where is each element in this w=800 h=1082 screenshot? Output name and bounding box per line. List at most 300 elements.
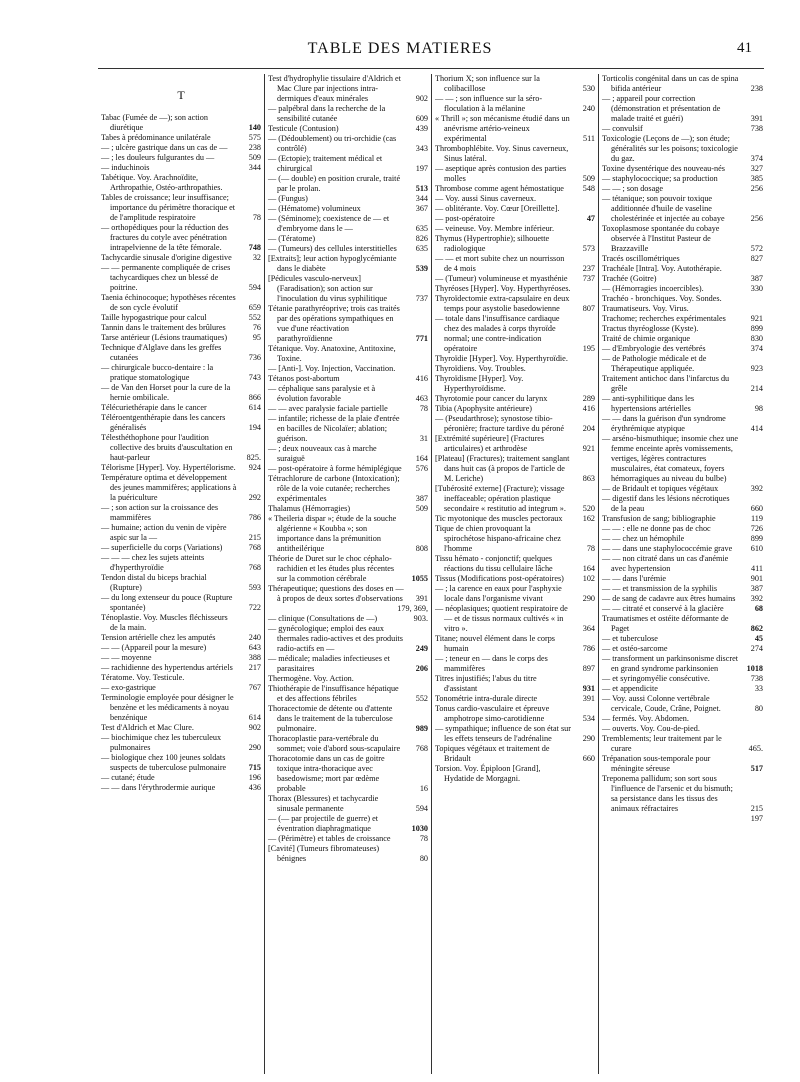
entry-text: — (Séminome); coexistence de — et d'embryome dans le —: [268, 214, 390, 233]
index-entry: [268, 344, 428, 364]
index-entry: [101, 663, 261, 673]
entry-text: — ouverts. Voy. Cou-de-pied.: [602, 724, 700, 733]
entry-page-number: 1018: [746, 664, 763, 673]
header-rule: [98, 68, 764, 69]
entry-text: — sympathique; influence de son état sur les effets tenseurs de l'adrénaline: [435, 724, 571, 743]
index-entry: [268, 554, 428, 584]
entry-text: Trachome; recherches expérimentales: [602, 314, 726, 323]
entry-text: Tracés oscillométriques: [602, 254, 680, 263]
entry-page-number: 825.: [246, 453, 261, 462]
entry-text: Tissu hémato - conjonctif; quelques réactions du tissu cellulaire lâche: [435, 554, 553, 573]
entry-text: Tabes à prédominance unilatérale: [101, 133, 211, 142]
index-entry: [435, 94, 595, 114]
index-entry: [602, 264, 763, 274]
entry-page-number: 416: [582, 404, 595, 413]
index-entry: [268, 844, 428, 864]
index-entry: [602, 414, 763, 434]
entry-page-number: 511: [583, 134, 595, 143]
entry-text: — — chez un hémophile: [602, 534, 685, 543]
entry-text: — — et transmission de la syphilis: [602, 584, 718, 593]
index-entry: [435, 164, 595, 184]
index-entry: [602, 124, 763, 134]
entry-text: — céphalique sans paralysie et à évolution favorable: [268, 384, 376, 403]
entry-page-number: 722: [248, 603, 261, 612]
entry-text: Thoracotomie dans un cas de goitre toxique intra-thoracique avec basedowisme; mort par œdème probable: [268, 754, 385, 793]
entry-page-number: 899: [750, 324, 763, 333]
entry-page-number: 98: [754, 404, 763, 413]
entry-page-number: 292: [248, 493, 261, 502]
entry-text: — exo-gastrique: [101, 683, 156, 692]
index-entry: [101, 503, 261, 523]
entry-text: Terminologie employée pour désigner le benzène et les médicaments à noyau benzénique: [101, 693, 234, 722]
entry-text: — rachidienne des hypertendus artériels: [101, 663, 233, 672]
entry-text: — ; appareil pour correction (démonstration et présentation de malade traité et guéri): [602, 94, 721, 123]
entry-page-number: 902: [415, 94, 428, 103]
entry-page-number: 388: [248, 653, 261, 662]
index-entry: [101, 653, 261, 663]
entry-page-number: 465.: [748, 744, 763, 753]
index-column: [599, 74, 766, 1074]
entry-text: Thyroïdie [Hyper]. Voy. Hyperthyroïdie.: [435, 354, 568, 363]
entry-text: Thoracoplastie para-vertébrale du sommet; voie d'abord sous-scapulaire: [268, 734, 401, 753]
index-columns: [98, 74, 766, 1074]
entry-page-number: 78: [419, 404, 428, 413]
index-entry: [268, 514, 428, 554]
entry-page-number: 743: [248, 373, 261, 382]
entry-page-number: 534: [582, 714, 595, 723]
index-entry: [268, 174, 428, 194]
entry-text: — (Ectopie); traitement médical et chirurgical: [268, 154, 383, 173]
entry-text: — de Pathologie médicale et de Thérapeutique appliquée.: [602, 354, 707, 373]
entry-text: Thoracectomie de détente ou d'attente dans le traitement de la tuberculose pulmonaire.: [268, 704, 393, 733]
index-entry: [602, 304, 763, 314]
entry-text: — (Hématome) volumineux: [268, 204, 361, 213]
index-entry: [435, 114, 595, 144]
entry-page-number: 738: [750, 674, 763, 683]
entry-text: — tétanique; son pouvoir toxique additionnée d'huile de vaseline cholestérinée et injectée au cobaye: [602, 194, 725, 223]
index-entry: [435, 294, 595, 314]
index-entry: [435, 364, 595, 374]
entry-page-number: 827: [750, 254, 763, 263]
entry-text: — ; teneur en — dans le corps des mammifères: [435, 654, 548, 673]
entry-text: — ; ulcère gastrique dans un cas de —: [101, 143, 228, 152]
entry-page-number: 517: [750, 764, 763, 773]
index-entry: [602, 554, 763, 574]
index-entry: [268, 704, 428, 734]
index-entry: [435, 394, 595, 404]
index-entry: [101, 613, 261, 633]
entry-page-number: 902: [248, 723, 261, 732]
entry-page-number: 552: [248, 313, 261, 322]
entry-text: Thalamus (Hémorragies): [268, 504, 351, 513]
index-entry: [435, 604, 595, 634]
entry-text: Thyrotomie pour cancer du larynx: [435, 394, 548, 403]
index-entry: [268, 404, 428, 414]
index-entry: [602, 484, 763, 494]
entry-text: — — dans une staphylococcémie grave: [602, 544, 733, 553]
index-entry: [435, 214, 595, 224]
index-entry: [602, 344, 763, 354]
entry-page-number: 509: [582, 174, 595, 183]
index-entry: [101, 473, 261, 503]
entry-page-number: 924: [248, 463, 261, 472]
entry-text: Thymus (Hypertrophie); silhouette radiologique: [435, 234, 550, 253]
index-entry: [101, 783, 261, 793]
entry-page-number: 256: [750, 184, 763, 193]
entry-text: Traumatiseurs. Voy. Virus.: [602, 304, 689, 313]
entry-page-number: 290: [582, 594, 595, 603]
index-entry: [101, 223, 261, 253]
entry-text: Thermogène. Voy. Action.: [268, 674, 354, 683]
index-entry: [101, 163, 261, 173]
entry-text: Traumatismes et ostéite déformante de Paget: [602, 614, 729, 633]
index-entry: [602, 354, 763, 374]
entry-text: — (— par projectile de guerre) et éventration diaphragmatique: [268, 814, 379, 833]
entry-page-number: 463: [415, 394, 428, 403]
entry-text: Thérapeutique; questions des doses en — à propos de deux sortes d'observations: [268, 584, 404, 603]
entry-page-number: 32: [252, 253, 261, 262]
index-entry: [268, 204, 428, 214]
entry-text: Tissus (Modifications post-opératoires): [435, 574, 564, 583]
entry-page-number: 416: [415, 374, 428, 383]
entry-text: Tétanique. Voy. Anatoxine, Antitoxine, Toxine.: [268, 344, 396, 363]
entry-text: — — dans l'érythrodermie aurique: [101, 783, 216, 792]
page-number: 41: [737, 40, 752, 56]
entry-text: — oblitérante. Voy. Cœur [Oreillette].: [435, 204, 560, 213]
entry-text: — orthopédiques pour la réduction des fractures du cotyle avec pénétration intrapelvienne de la tête fémorale.: [101, 223, 229, 252]
entry-page-number: 196: [248, 773, 261, 782]
entry-text: Toxoplasmose spontanée du cobaye observée à l'Institut Pasteur de Brazzaville: [602, 224, 720, 253]
entry-text: — (Hémorragies incoercibles).: [602, 284, 704, 293]
entry-page-number: 737: [415, 294, 428, 303]
entry-page-number: 387: [750, 584, 763, 593]
entry-text: Thiothérapie de l'insuffisance hépatique et des affections fébriles: [268, 684, 399, 703]
entry-text: Technique d'Alglave dans les greffes cutanées: [101, 343, 222, 362]
entry-page-number: 238: [750, 84, 763, 93]
entry-page-number: 552: [415, 694, 428, 703]
entry-text: Titane; nouvel élément dans le corps humain: [435, 634, 555, 653]
entry-page-number: 1030: [411, 824, 428, 833]
entry-page-number: 343: [415, 144, 428, 153]
entry-page-number: 164: [415, 454, 428, 463]
entry-text: Tractus thyréoglosse (Kyste).: [602, 324, 699, 333]
index-entry: [101, 683, 261, 693]
entry-page-number: 768: [248, 563, 261, 572]
index-entry: [602, 164, 763, 174]
entry-page-number: 214: [750, 384, 763, 393]
index-entry: [435, 224, 595, 234]
index-entry: [602, 654, 763, 674]
entry-text: Thyroïdiens. Voy. Troubles.: [435, 364, 526, 373]
entry-text: — (Pseudarthrose); synostose tibio-péronière; fracture tardive du péroné: [435, 414, 565, 433]
entry-text: Topiques végétaux et traitement de Bridault: [435, 744, 550, 763]
entry-text: [Tubérosité externe] (Fracture); vissage ineffaceable; opération plastique secondaire « restitutio ad integrum ».: [435, 484, 566, 513]
index-entry: [268, 464, 428, 474]
entry-page-number: 195: [582, 344, 595, 353]
entry-text: Tension artérielle chez les amputés: [101, 633, 216, 642]
index-entry: [268, 754, 428, 794]
entry-page-number: 249: [415, 644, 428, 653]
entry-text: Thrombose comme agent hémostatique: [435, 184, 564, 193]
index-entry: [435, 194, 595, 204]
index-entry: [101, 573, 261, 593]
entry-page-number: 206: [415, 664, 428, 673]
index-entry: [101, 153, 261, 163]
index-entry: [268, 154, 428, 174]
index-entry: [602, 184, 763, 194]
entry-page-number: 391: [750, 114, 763, 123]
index-entry: [268, 374, 428, 384]
entry-page-number: 786: [248, 513, 261, 522]
entry-text: Thorax (Blessures) et tachycardie sinusale permanente: [268, 794, 379, 813]
entry-text: Taille hypogastrique pour calcul: [101, 313, 207, 322]
entry-page-number: 78: [252, 213, 261, 222]
index-entry: [602, 734, 763, 754]
entry-text: Tic myotonique des muscles pectoraux: [435, 514, 563, 523]
index-entry: [602, 674, 763, 684]
entry-text: — transforment un parkinsonisme discret en grand syndrome parkinsonien: [602, 654, 738, 673]
entry-text: — et tuberculose: [602, 634, 658, 643]
index-entry: [101, 343, 261, 363]
entry-text: — et ostéo-sarcome: [602, 644, 668, 653]
index-entry: [101, 673, 261, 683]
index-entry: [435, 484, 595, 514]
entry-page-number: 436: [248, 783, 261, 792]
index-entry: [602, 274, 763, 284]
entry-text: Télesthéthophone pour l'audition collective des bruits d'auscultation en haut-parleur: [101, 433, 233, 462]
index-entry: [101, 413, 261, 433]
index-entry: [268, 244, 428, 254]
entry-page-number: 289: [582, 394, 595, 403]
entry-text: — chirurgicale bucco-dentaire : la pratique stomatologique: [101, 363, 214, 382]
index-entry: [268, 654, 428, 674]
entry-page-number: 808: [415, 544, 428, 553]
entry-page-number: 411: [751, 564, 763, 573]
entry-text: Température optima et développement des jeunes mammifères; applications à la puériculture: [101, 473, 237, 502]
entry-page-number: 274: [750, 644, 763, 653]
entry-text: — — : elle ne donne pas de choc: [602, 524, 711, 533]
index-entry: [268, 194, 428, 204]
entry-text: — — avec paralysie faciale partielle: [268, 404, 388, 413]
entry-page-number: 344: [415, 194, 428, 203]
entry-page-number: 45: [754, 634, 763, 643]
entry-page-number: 826: [415, 234, 428, 243]
entry-text: — gynécologique; emploi des eaux thermales radio-actives et des produits radio-actifs en —: [268, 624, 403, 653]
entry-text: Tonus cardio-vasculaire et épreuve amphotrope simo-carotidienne: [435, 704, 550, 723]
entry-page-number: 327: [750, 164, 763, 173]
index-entry: [268, 304, 428, 344]
entry-text: — (Dédoublement) ou tri-orchidie (cas contrôlé): [268, 134, 397, 153]
index-entry: [101, 133, 261, 143]
entry-text: Torsion. Voy. Épiploon [Grand], Hydatide de Morgagni.: [435, 764, 541, 783]
index-entry: [101, 293, 261, 313]
entry-page-number: 256: [750, 214, 763, 223]
entry-text: — ; son action sur la croissance des mammifères: [101, 503, 219, 522]
entry-text: — ; la carence en eaux pour l'asphyxie locale dans l'organisme vivant: [435, 584, 562, 603]
entry-text: Tabac (Fumée de —); son action diurétique: [101, 113, 208, 132]
entry-text: — Voy. aussi Colonne vertébrale cervicale, Coude, Crâne, Poignet.: [602, 694, 721, 713]
index-entry: [101, 733, 261, 753]
index-entry: [101, 383, 261, 403]
index-entry: [602, 434, 763, 484]
index-entry: [602, 194, 763, 224]
section-letter: T: [177, 88, 185, 102]
index-entry: [435, 284, 595, 294]
entry-text: — cutané; étude: [101, 773, 155, 782]
entry-text: — [Anti-]. Voy. Injection, Vaccination.: [268, 364, 396, 373]
entry-text: Thyroïdectomie extra-capsulaire en deux temps pour asystolie basedowienne: [435, 294, 570, 313]
entry-text: Tique de chien provoquant la spirochétose hispano-africaine chez l'homme: [435, 524, 561, 553]
entry-page-number: 736: [248, 353, 261, 362]
entry-text: — de sang de cadavre aux êtres humains: [602, 594, 736, 603]
entry-text: [Extraits]; leur action hypoglycémiante dans le diabète: [268, 254, 397, 273]
entry-page-number: 614: [248, 403, 261, 412]
entry-page-number: 391: [582, 694, 595, 703]
entry-page-number: 509: [415, 504, 428, 513]
entry-text: — — et mort subite chez un nourrisson de 4 mois: [435, 254, 565, 273]
index-entry: [602, 634, 763, 644]
index-entry: [268, 134, 428, 154]
entry-text: [Pédicules vasculo-nerveux] (Faradisation); son action sur l'inoculation du virus syphilitique: [268, 274, 387, 303]
index-entry: [268, 504, 428, 514]
entry-page-number: 102: [582, 574, 595, 583]
index-entry: [602, 724, 763, 734]
index-entry: [268, 414, 428, 444]
index-entry: [435, 634, 595, 654]
index-entry: [602, 374, 763, 394]
entry-page-number: 162: [582, 514, 595, 523]
index-entry: [602, 254, 763, 264]
entry-page-number: 68: [754, 604, 763, 613]
entry-text: « Theileria dispar »; étude de la souche algérienne « Koubba »; son importance dans la prémunition antitheilérique: [268, 514, 397, 553]
entry-text: — et appendicite: [602, 684, 658, 693]
entry-page-number: 786: [582, 644, 595, 653]
entry-page-number: 737: [582, 274, 595, 283]
entry-page-number: 643: [248, 643, 261, 652]
entry-page-number: 95: [252, 333, 261, 342]
entry-text: — — dans l'urémie: [602, 574, 667, 583]
index-entry: [435, 654, 595, 674]
index-entry: [268, 814, 428, 834]
entry-text: — ; deux nouveaux cas à marche suraiguë: [268, 444, 377, 463]
entry-text: Tératome. Voy. Testicule.: [101, 673, 185, 682]
index-entry: [101, 633, 261, 643]
entry-page-number: 119: [751, 514, 763, 523]
index-entry: [602, 74, 763, 94]
entry-page-number: 1055: [411, 574, 428, 583]
index-entry: [101, 593, 261, 613]
entry-text: — du long extenseur du pouce (Rupture spontanée): [101, 593, 233, 612]
index-entry: [602, 514, 763, 524]
entry-page-number: 78: [586, 544, 595, 553]
index-entry: [602, 644, 763, 654]
entry-page-number: 238: [248, 143, 261, 152]
entry-text: — d'Embryologie des vertébrés: [602, 344, 706, 353]
entry-page-number: 897: [582, 664, 595, 673]
entry-page-number: 392: [750, 594, 763, 603]
entry-text: [Plateau] (Fractures); traitement sanglant dans huit cas (à propos de l'article de M. Leriche): [435, 454, 570, 483]
entry-page-number: 439: [415, 124, 428, 133]
entry-page-number: 768: [415, 744, 428, 753]
index-entry: [268, 584, 428, 604]
index-entry: [268, 74, 428, 104]
entry-page-number: 593: [248, 583, 261, 592]
index-entry: [268, 234, 428, 244]
index-entry: [268, 364, 428, 374]
index-entry: [602, 544, 763, 554]
entry-page-number: 923: [750, 364, 763, 373]
entry-text: [Extrémité supérieure] (Fractures articulaires) et arthrodèse: [435, 434, 545, 453]
entry-page-number: 609: [415, 114, 428, 123]
index-entry: [435, 314, 595, 354]
entry-page-number: 573: [582, 244, 595, 253]
entry-text: Treponema pallidum; son sort sous l'influence de l'arsenic et du bismuth; sa persistance dans les tissus des animaux réfractaires: [602, 774, 733, 813]
entry-text: Tabétique. Voy. Arachnoïdite, Arthropathie, Ostéo-arthropathies.: [101, 173, 223, 192]
entry-page-number: 610: [750, 544, 763, 553]
page-title: TABLE DES MATIERES: [307, 40, 493, 57]
entry-text: — (Fungus): [268, 194, 308, 203]
index-entry: [268, 384, 428, 404]
index-entry: [602, 684, 763, 694]
entry-text: Thrombophlébite. Voy. Sinus caverneux, Sinus latéral.: [435, 144, 569, 163]
entry-text: Tétanie parathyréoprive; trois cas traités par des opérations sympathiques en vue d'une réactivation parathyroïdienne: [268, 304, 400, 343]
entry-page-number: 197: [750, 814, 763, 823]
entry-page-number: 344: [248, 163, 261, 172]
entry-page-number: 76: [252, 323, 261, 332]
entry-text: Traitement antichoc dans l'infarctus du grêle: [602, 374, 730, 393]
index-entry: [435, 574, 595, 584]
entry-page-number: 387: [750, 274, 763, 283]
entry-text: — fermés. Voy. Abdomen.: [602, 714, 689, 723]
entry-text: — médicale; maladies infectieuses et parasitaires: [268, 654, 390, 673]
entry-text: — digestif dans les lésions nécrotiques de la peau: [602, 494, 730, 513]
entry-page-number: 594: [248, 283, 261, 292]
entry-page-number: 659: [248, 303, 261, 312]
entry-page-number: 364: [582, 624, 595, 633]
index-entry: [101, 333, 261, 343]
entry-text: Télécuriethérapie dans le cancer: [101, 403, 207, 412]
index-entry: [435, 354, 595, 364]
entry-page-number: 374: [750, 154, 763, 163]
index-column: [432, 74, 599, 1074]
entry-page-number: 635: [415, 224, 428, 233]
entry-page-number: 240: [248, 633, 261, 642]
entry-page-number: 921: [582, 444, 595, 453]
entry-page-number: 194: [248, 423, 261, 432]
entry-page-number: 290: [582, 734, 595, 743]
entry-text: — néoplasiques; quotient respiratoire de — et de tissus normaux cultivés « in vitro ».: [435, 604, 568, 633]
entry-page-number: 374: [750, 344, 763, 353]
entry-text: Tétanos post-abortum: [268, 374, 340, 383]
entry-text: Toxine dysentérique des nouveau-nés: [602, 164, 725, 173]
entry-page-number: 748: [248, 243, 261, 252]
entry-text: Taenia échinocoque; hypothèses récentes de son cycle évolutif: [101, 293, 236, 312]
index-entry: [602, 694, 763, 714]
index-entry: [435, 374, 595, 394]
index-entry: [435, 454, 595, 484]
index-entry: [435, 554, 595, 574]
index-entry: [101, 263, 261, 293]
index-entry: [268, 474, 428, 504]
index-entry: [101, 523, 261, 543]
entry-text: — ; les douleurs fulgurantes du —: [101, 153, 215, 162]
entry-text: Thyréoses [Hyper]. Voy. Hyperthyréoses.: [435, 284, 571, 293]
index-entry: [435, 524, 595, 554]
entry-text: — — (Appareil pour la mesure): [101, 643, 207, 652]
entry-page-number: 392: [750, 484, 763, 493]
index-entry: [602, 314, 763, 324]
entry-page-number: 862: [750, 624, 763, 633]
